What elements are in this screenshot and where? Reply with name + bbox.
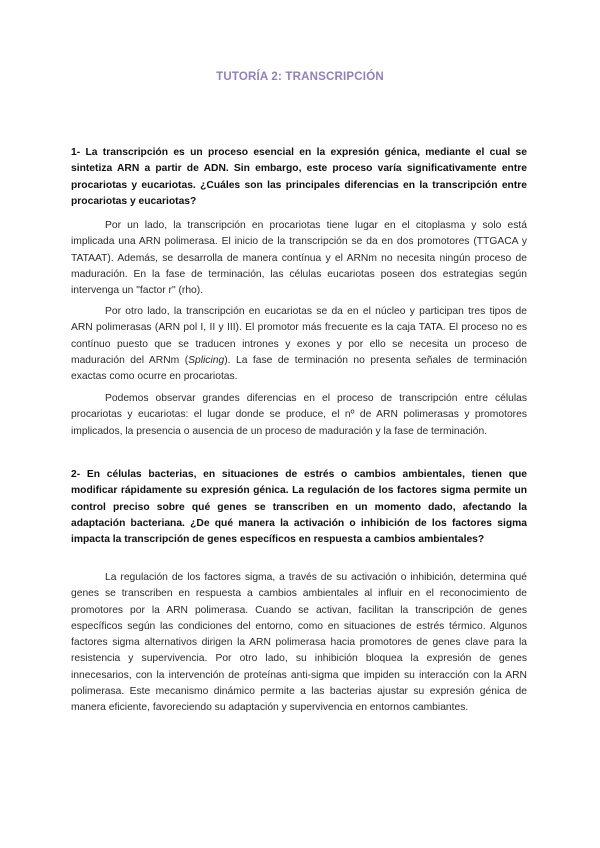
answer-1-paragraph-3: Podemos observar grandes diferencias en el proceso de transcripción entre células procariotas y eucariotas: el lugar donde se produce, el nº de ARN polimerasas y promotores implicados, la presencia o ausencia de un proceso de maduración y la fase de terminación. (71, 393, 527, 437)
answer-1-paragraph-2-text-a: Por otro lado, la transcripción en eucariotas se da en el núcleo y participan tres tipos de ARN polimerasas (ARN pol I, II y III). El promotor más frecuente es la caja TATA. El proceso no es contínuo puesto que se traducen intrones y exones y por ello se necesita un proceso de maduración del ARNm ( (71, 306, 527, 366)
answer-1-paragraph-1: Por un lado, la transcripción en procariotas tiene lugar en el citoplasma y solo está implicada una ARN polimerasa. El inicio de la transcripción se da en dos promotores (TTGACA y TATAAT). Además, se desarrolla de manera contínua y el ARNm no necesita ningún proceso de maduración. En la fase de terminación, las células eucariotas poseen dos estrategias según intervenga un "factor r" (rho). (71, 220, 527, 297)
answer-2-paragraph-1: La regulación de los factores sigma, a través de su activación o inhibición, determina qué genes se transcriben en respuesta a cambios ambientales al influir en el reconocimiento de promotores por la ARN polimerasa. Cuando se activan, facilitan la transcripción de genes específicos según las condiciones del entorno, como en situaciones de estrés térmico. Algunos factores sigma alternativos dirigen la ARN polimerasa hacia promotores de genes clave para la resistencia y supervivencia. Por otro lado, su inhibición bloquea la expresión de genes innecesarios, con la intervención de proteínas anti-sigma que impiden su interacción con la ARN polimerasa. Este mecanismo dinámico permite a las bacterias ajustar su expresión génica de manera eficiente, favoreciendo su adaptación y supervivencia en entornos cambiantes. (71, 572, 527, 714)
answer-1-paragraph-2-text-b: ). La fase de terminación no presenta señales de terminación exactas como ocurre en procariotas. (71, 354, 527, 383)
question-1: 1- La transcripción es un proceso esencial en la expresión génica, mediante el cual se sintetiza ARN a partir de ADN. Sin embargo, este proceso varía significativamente entre procariotas y eucariotas. ¿Cuáles son las principales diferencias en la transcripción entre procariotas y eucariotas? (71, 147, 527, 207)
splicing-term: Splicing (188, 354, 225, 366)
question-2: 2- En células bacterias, en situaciones de estrés o cambios ambientales, tienen que modificar rápidamente su expresión génica. La regulación de los factores sigma permite un control preciso sobre qué genes se transcriben en un momento dado, afectando la adaptación bacteriana. ¿De qué manera la activación o inhibición de los factores sigma impacta la transcripción de genes específicos en respuesta a cambios ambientales? (71, 469, 527, 546)
page-title: TUTORÍA 2: TRANSCRIPCIÓN (216, 71, 384, 83)
answer-1-paragraph-2 (71, 304, 527, 385)
